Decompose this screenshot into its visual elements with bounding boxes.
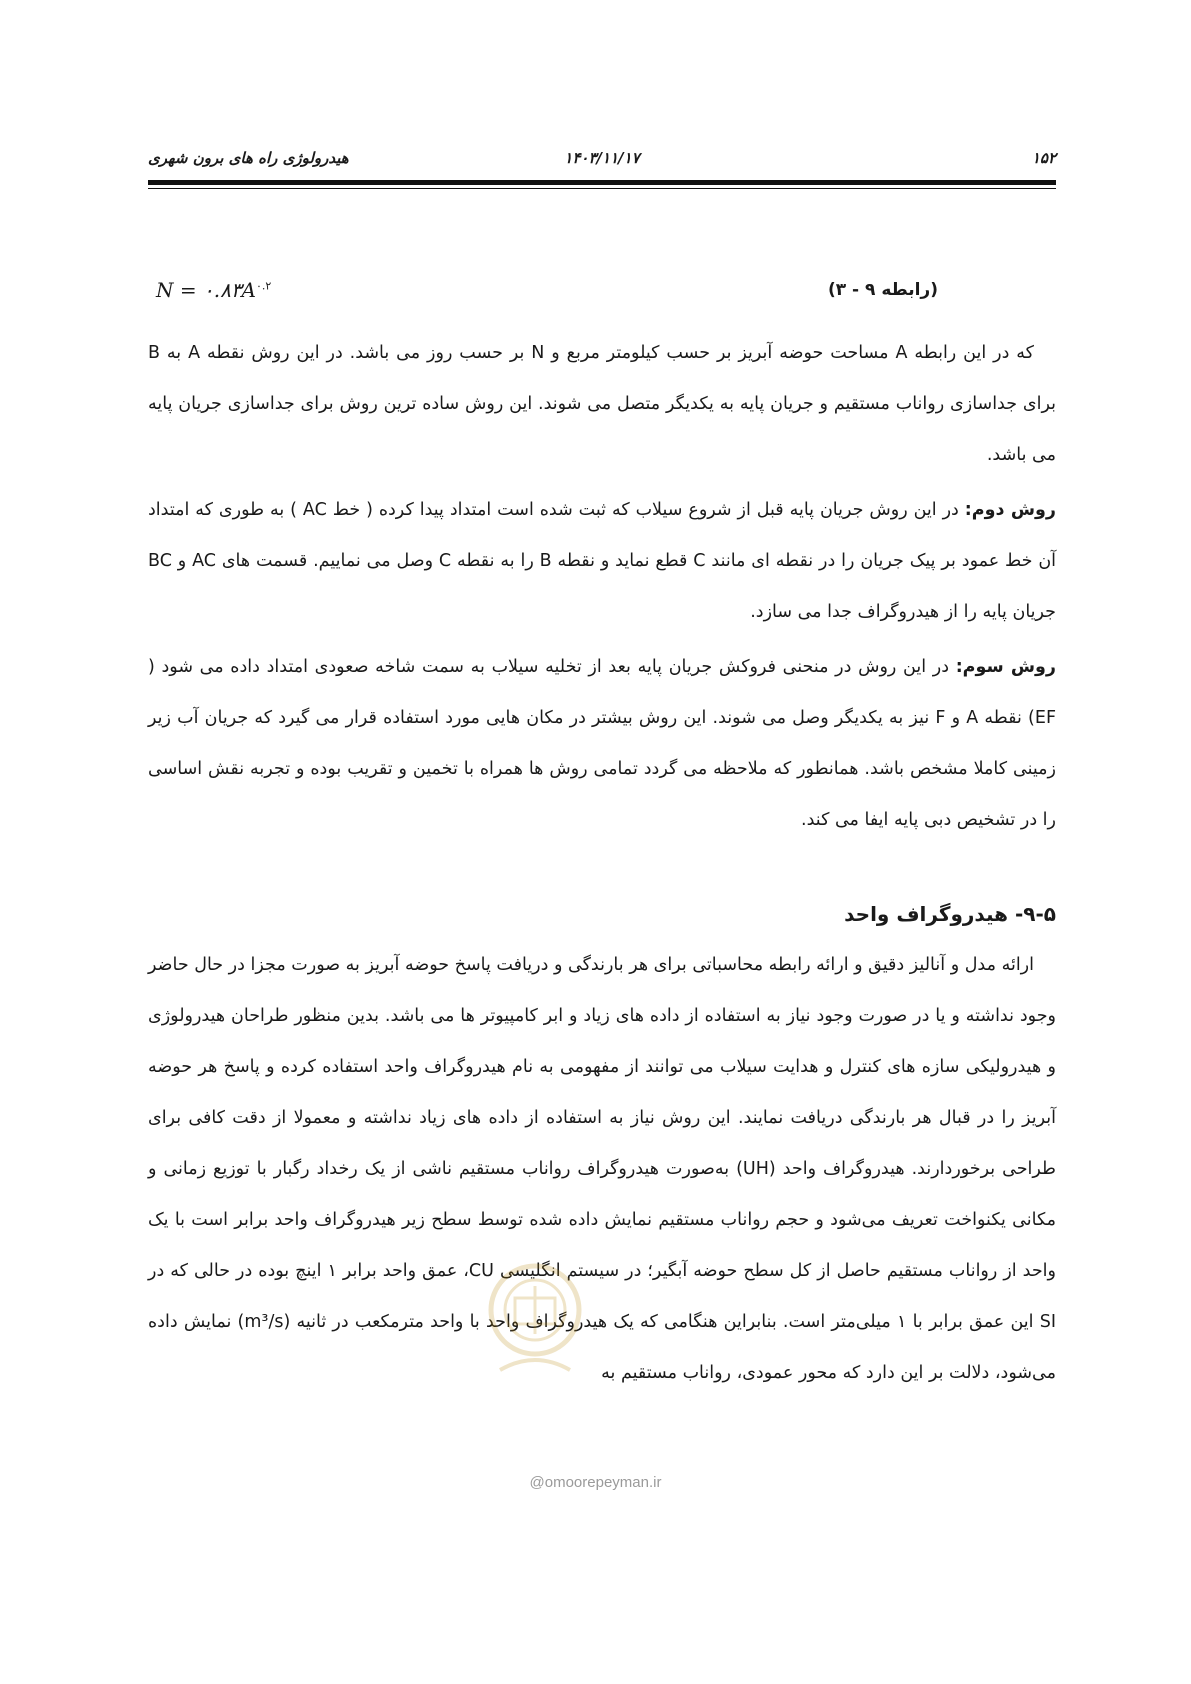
paragraph-2 bbox=[148, 485, 1056, 638]
paragraph-2-lead: روش دوم: bbox=[964, 500, 1056, 520]
paragraph-2-text: در این روش جریان پایه قبل از شروع سیلاب که ثبت شده است امتداد پیدا کرده ( خط AC ) به طوری که امتداد آن خط عمود بر پیک جریان را در نقطه ای مانند C قطع نماید و نقطه B را به نقطه C وصل می نماییم. قسمت های AC و BC جریان پایه را از هیدروگراف جدا می سازد. bbox=[148, 500, 1057, 622]
section-paragraph-1: ارائه مدل و آنالیز دقیق و ارائه رابطه محاسباتی برای هر بارندگی و دریافت پاسخ حوضه آبریز به صورت مجزا در حال حاضر وجود نداشته و یا در صورت وجود نیاز به استفاده از داده های زیاد و ابر کامپیوتر ها می باشد. بدین منظور طراحان هیدرولوژی و هیدرولیکی سازه های کنترل و هدایت سیلاب می توانند از مفهومی به نام هیدروگراف واحد استفاده کرده و پاسخ هر حوضه آبریز را در قبال هر بارندگی دریافت نمایند. این روش نیاز به استفاده از داده های زیاد نداشته و معمولا از دقت کافی برای طراحی برخوردارند. هیدروگراف واحد (UH) به‌صورت هیدروگراف رواناب مستقیم ناشی از یک رخداد رگبار با توزیع زمانی و مکانی یکنواخت تعریف می‌شود و حجم رواناب مستقیم نمایش داده شده توسط سطح زیر هیدروگراف واحد برابر است با یک واحد از رواناب مستقیم حاصل از کل سطح حوضه آبگیر؛ در سیستم انگلیسی CU، عمق واحد برابر ۱ اینچ بوده در حالی که در SI این عمق برابر با ۱ میلی‌متر است. بنابراین هنگامی که یک هیدروگراف واحد با واحد مترمکعب در ثانیه (m³/s) نمایش داده می‌شود، دلالت بر این دارد که محور عمودی، رواناب مستقیم به bbox=[148, 955, 1057, 1383]
watermark-url: @omoorepeyman.ir bbox=[529, 1474, 662, 1491]
header-rule-thick bbox=[148, 180, 1056, 185]
equation-exponent: ۰.۲ bbox=[256, 279, 272, 293]
header-date: ۱۴۰۳/۱۱/۱۷ bbox=[564, 149, 640, 167]
page-number: ۱۵۲ bbox=[1031, 149, 1056, 167]
running-title: هیدرولوژی راه های برون شهری bbox=[148, 149, 349, 167]
body-text bbox=[148, 328, 1056, 1403]
equation-label: (رابطه ۹ - ۳) bbox=[827, 280, 938, 300]
equation-body: N = ۰.۸۳A bbox=[156, 278, 256, 302]
paragraph-3 bbox=[148, 642, 1056, 846]
section-heading: ۹-۵- هیدروگراف واحد bbox=[844, 902, 1056, 926]
equation-formula bbox=[156, 278, 271, 302]
header-rule-thin bbox=[148, 188, 1056, 189]
paragraph-3-text: در این روش در منحنی فروکش جریان پایه بعد از تخلیه سیلاب به سمت شاخه صعودی امتداد داده می شود ( EF) نقطه A و F نیز به یکدیگر وصل می شوند. این روش بیشتر در مکان هایی مورد استفاده قرار می گیرد که جریان آب زیر زمینی کاملا مشخص باشد. همانطور که ملاحظه می گردد تمامی روش ها همراه با تخمین و تقریب بوده و تجربه نقش اساسی را در تشخیص دبی پایه ایفا می کند. bbox=[148, 657, 1057, 830]
page-header bbox=[148, 134, 1056, 168]
paragraph-3-lead: روش سوم: bbox=[955, 657, 1056, 677]
equation-row bbox=[148, 278, 1056, 314]
paragraph-1: که در این رابطه A مساحت حوضه آبریز بر حسب کیلومتر مربع و N بر حسب روز می باشد. در این روش نقطه A به B برای جداسازی رواناب مستقیم و جریان پایه به یکدیگر متصل می شوند. این روش ساده ترین روش برای جداسازی جریان پایه می باشد. bbox=[148, 343, 1056, 465]
